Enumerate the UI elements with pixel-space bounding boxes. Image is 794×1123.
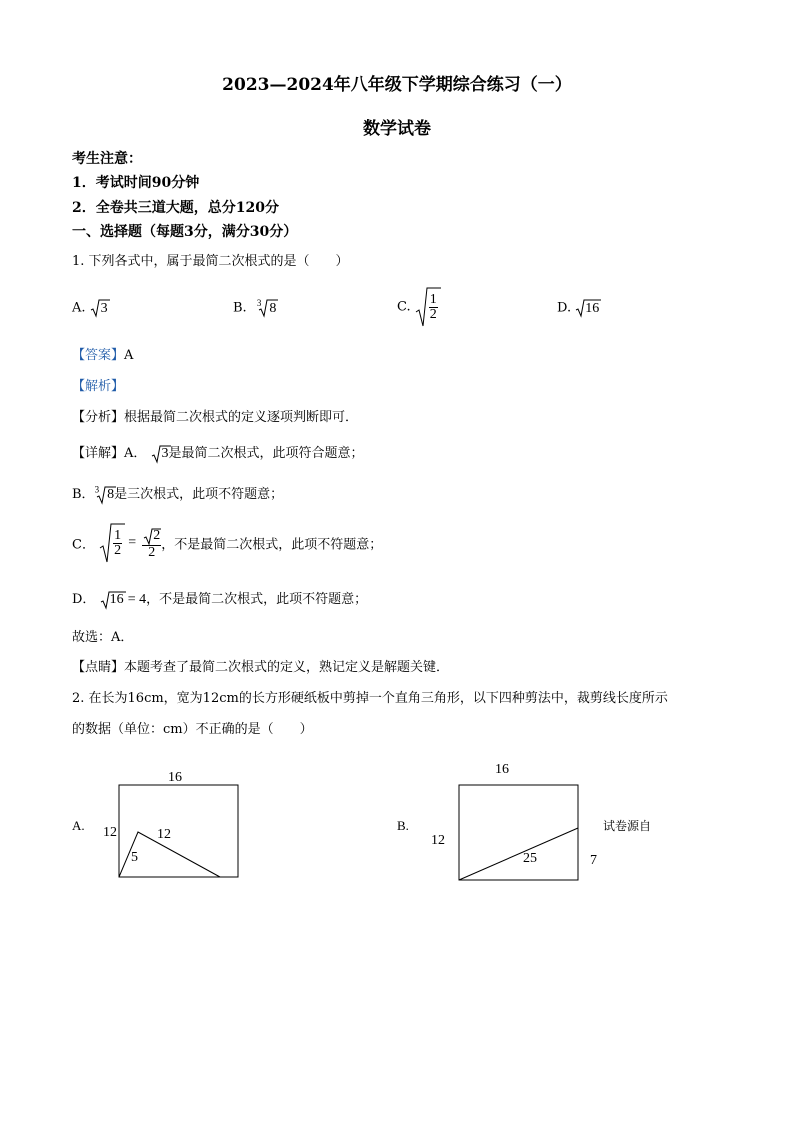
option-b-label: B.: [233, 300, 247, 316]
choose-line: 故选：A．: [72, 630, 134, 645]
dianjing-text: 本题考查了最简二次根式的定义，熟记定义是解题关键．: [124, 660, 450, 675]
notice-heading: 考生注意：: [72, 151, 142, 167]
figure-b-diagonal-length: 25: [523, 851, 537, 866]
page-title: 2023—2024年八年级下学期综合练习（一）: [222, 75, 572, 95]
detail-a-radicand: 3: [161, 446, 169, 461]
detail-d-result: = 4: [127, 592, 147, 607]
figure-a-slant-length: 12: [157, 827, 171, 842]
detail-a-text: 是最简二次根式，此项符合题意；: [168, 446, 364, 461]
figure-b-right-length: 7: [590, 853, 597, 868]
option-c-label: C.: [397, 299, 411, 315]
section-heading: 一、选择题（每题3分，满分30分）: [72, 224, 298, 240]
option-a-label: A.: [72, 300, 86, 316]
page-subtitle: 数学试卷: [363, 119, 431, 139]
figure-a-label: A.: [72, 818, 85, 833]
detail-c-text: ，不是最简二次根式，此项不符题意；: [161, 537, 383, 553]
detail-c-prefix: C．: [72, 537, 95, 553]
detail-b-prefix: B．: [72, 487, 95, 502]
notice-item-1: 1．考试时间90分钟: [72, 175, 200, 191]
option-b-index: 3: [256, 298, 262, 309]
detail-b-index: 3: [94, 484, 100, 495]
detail-d-text: ，不是最简二次根式，此项不符题意；: [146, 592, 368, 607]
dianjing-tag: 【点睛】: [72, 660, 125, 675]
detail-d-prefix: D．: [72, 592, 96, 607]
detail-c-lhs-numerator: 1: [114, 527, 122, 543]
figure-b-top-length: 16: [495, 762, 509, 777]
answer-tag: 【答案】: [72, 348, 125, 363]
watermark-text: 试卷源自: [603, 819, 652, 833]
equals-sign: =: [128, 535, 137, 550]
detail-b-radicand: 8: [107, 487, 115, 502]
option-b-radicand: 8: [269, 300, 277, 316]
xiangjie-tag: 【详解】: [72, 446, 125, 461]
fenxi-tag: 【分析】: [72, 410, 125, 425]
detail-b-text: 是三次根式，此项不符题意；: [114, 487, 284, 502]
figure-a-left-length: 12: [103, 825, 117, 840]
option-a-radicand: 3: [100, 300, 108, 316]
question-1-stem: 1. 下列各式中，属于最简二次根式的是（ ）: [72, 254, 349, 269]
option-d-label: D.: [557, 300, 572, 316]
detail-c-lhs-denominator: 2: [114, 542, 122, 558]
detail-d-radicand: 16: [109, 592, 124, 607]
analysis-tag: 【解析】: [72, 379, 125, 394]
notice-item-2: 2．全卷共三道大题，总分120分: [72, 200, 279, 216]
figure-b-label: B.: [397, 818, 409, 833]
figure-a-top-length: 16: [168, 770, 182, 785]
option-c-denominator: 2: [429, 306, 437, 322]
detail-c-rhs-denominator: 2: [142, 545, 161, 560]
figure-b-left-length: 12: [431, 833, 445, 848]
option-c-numerator: 1: [429, 291, 437, 307]
option-d-radicand: 16: [585, 300, 600, 316]
question-2-stem-line-2: 的数据（单位：cm）不正确的是（ ）: [72, 722, 313, 737]
figure-a-short-length: 5: [131, 850, 138, 865]
detail-a-prefix: A．: [124, 446, 147, 461]
answer-value: A: [124, 348, 134, 363]
fenxi-text: 根据最简二次根式的定义逐项判断即可．: [124, 410, 359, 425]
detail-c-rhs-radicand: 2: [153, 527, 161, 543]
question-2-stem-line-1: 2. 在长为16cm，宽为12cm的长方形硬纸板中剪掉一个直角三角形，以下四种剪法中，裁剪线长度所示: [72, 691, 668, 706]
